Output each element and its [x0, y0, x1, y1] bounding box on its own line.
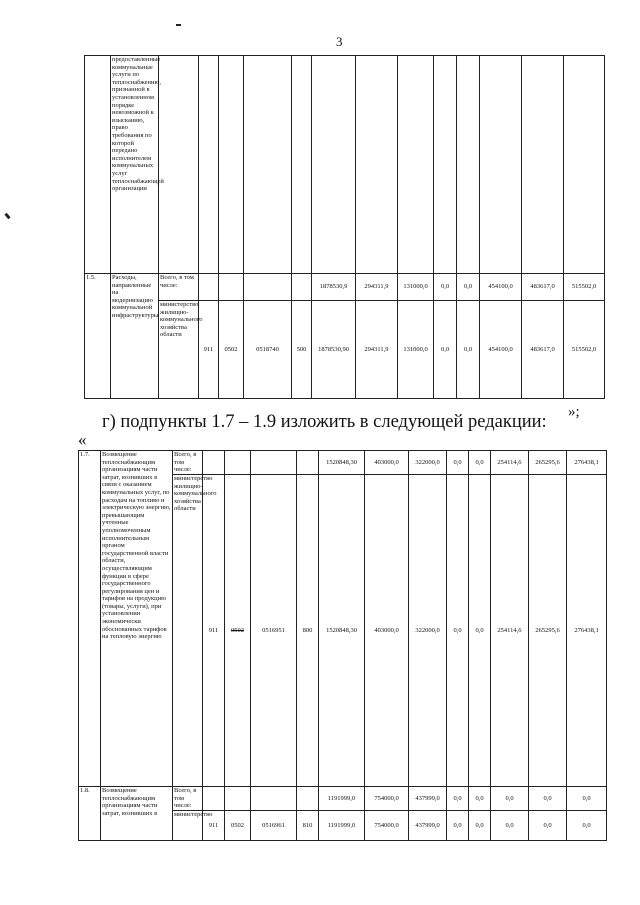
value-cell: 1878530,90 — [312, 301, 356, 399]
csr-cell: 0518740 — [244, 301, 292, 399]
value-cell: 0,0 — [491, 787, 529, 811]
row-name-cell: Расходы, направленные на модернизацию коммунальной инфраструктуры — [111, 274, 159, 399]
bottom-table — [78, 450, 607, 841]
value-cell: 0,0 — [469, 787, 491, 811]
table-row — [85, 56, 605, 274]
grbs-cell: 911 — [203, 811, 225, 841]
value-cell: 322000,0 — [409, 451, 447, 475]
scan-speck — [176, 24, 181, 26]
row-number: 1.8. — [79, 787, 101, 841]
value-cell: 0,0 — [447, 787, 469, 811]
row-name-cell: Возмещение теплоснабжающим организациям части затрат, возникших в связи с оказанием коммунальных услуг, по расходам на топливо и электрическую энергию, превышающим учтенные уполномоченным исполнительным органом государственной власти области, осуществляющим функции в сфере государственного регулирования цен и тарифов на продукцию (товары, услуги), при установлении экономически обоснованных тарифов на тепловую энергию — [101, 451, 173, 787]
top-table — [84, 55, 605, 399]
value-cell: 0,0 — [469, 451, 491, 475]
grbs-cell: 911 — [203, 475, 225, 787]
rz-cell: 0502 — [219, 301, 244, 399]
row-number: 1.7. — [79, 451, 101, 787]
value-cell: 254114,6 — [491, 475, 529, 787]
value-cell: 0,0 — [567, 811, 607, 841]
value-cell: 0,0 — [567, 787, 607, 811]
page-number: 3 — [336, 34, 343, 49]
value-cell: 0,0 — [447, 475, 469, 787]
ministry-cell: министерство жилищно-коммунального хозяйства области — [173, 475, 203, 787]
value-cell: 1520848,30 — [319, 451, 365, 475]
value-cell: 0,0 — [529, 811, 567, 841]
value-cell: 515502,0 — [564, 301, 605, 399]
value-cell: 437999,0 — [409, 811, 447, 841]
value-cell: 1520848,30 — [319, 475, 365, 787]
table-row — [85, 301, 605, 399]
amendment-instruction: г) подпункты 1.7 – 1.9 изложить в следующей редакции: — [102, 412, 547, 432]
total-label: Всего, в том числе: — [173, 451, 203, 475]
value-cell: 0,0 — [447, 811, 469, 841]
grbs-cell: 911 — [199, 301, 219, 399]
value-cell: 0,0 — [434, 301, 457, 399]
value-cell: 437999,0 — [409, 787, 447, 811]
vr-cell: 810 — [297, 811, 319, 841]
value-cell: 131000,0 — [398, 274, 434, 301]
row-number: 1.5. — [85, 274, 111, 399]
value-cell: 454100,0 — [480, 274, 522, 301]
row-name-cell: Возмещение теплоснабжающим организациям части затрат, возникших в — [101, 787, 173, 841]
value-cell: 0,0 — [447, 451, 469, 475]
value-cell: 322000,0 — [409, 475, 447, 787]
scan-speck — [4, 213, 10, 220]
table-row — [85, 274, 605, 301]
ministry-cell: министерство жилищно-коммунального хозяйства области — [159, 301, 199, 399]
value-cell: 265295,6 — [529, 475, 567, 787]
vr-cell: 800 — [297, 475, 319, 787]
vr-cell: 500 — [292, 301, 312, 399]
value-cell: 483617,0 — [522, 274, 564, 301]
table-row — [79, 787, 607, 811]
value-cell: 254114,6 — [491, 451, 529, 475]
value-cell: 276438,1 — [567, 475, 607, 787]
value-cell: 1878530,9 — [312, 274, 356, 301]
value-cell: 265295,6 — [529, 451, 567, 475]
value-cell: 483617,0 — [522, 301, 564, 399]
value-cell: 1191999,0 — [319, 787, 365, 811]
ministry-cell: министерство — [173, 811, 203, 841]
value-cell: 0,0 — [434, 274, 457, 301]
rz-cell: 0502 — [225, 475, 251, 787]
value-cell: 515502,0 — [564, 274, 605, 301]
row-name-cell: предоставленные коммунальные услуги по теплоснабжению, признанной в установленном порядке невозможной к взысканию, право требования по которой передано исполнителем коммунальных услуг теплоснабжающей организации — [111, 56, 159, 274]
value-cell: 754000,0 — [365, 811, 409, 841]
value-cell: 403000,0 — [365, 475, 409, 787]
value-cell: 0,0 — [469, 475, 491, 787]
rz-cell: 0502 — [225, 811, 251, 841]
opening-quote: « — [78, 430, 87, 449]
value-cell: 0,0 — [457, 301, 480, 399]
table-row — [79, 451, 607, 475]
value-cell: 0,0 — [529, 787, 567, 811]
value-cell: 294311,9 — [356, 274, 398, 301]
value-cell: 403000,0 — [365, 451, 409, 475]
csr-cell: 0516961 — [251, 811, 297, 841]
value-cell: 276438,1 — [567, 451, 607, 475]
closing-quote: »; — [568, 404, 580, 420]
total-label: Всего, в том числе: — [173, 787, 203, 811]
value-cell: 0,0 — [457, 274, 480, 301]
total-label: Всего, в том числе: — [159, 274, 199, 301]
value-cell: 0,0 — [491, 811, 529, 841]
value-cell: 294311,9 — [356, 301, 398, 399]
value-cell: 754000,0 — [365, 787, 409, 811]
csr-cell: 0516951 — [251, 475, 297, 787]
value-cell: 1191999,0 — [319, 811, 365, 841]
value-cell: 0,0 — [469, 811, 491, 841]
value-cell: 131000,0 — [398, 301, 434, 399]
value-cell: 454100,0 — [480, 301, 522, 399]
